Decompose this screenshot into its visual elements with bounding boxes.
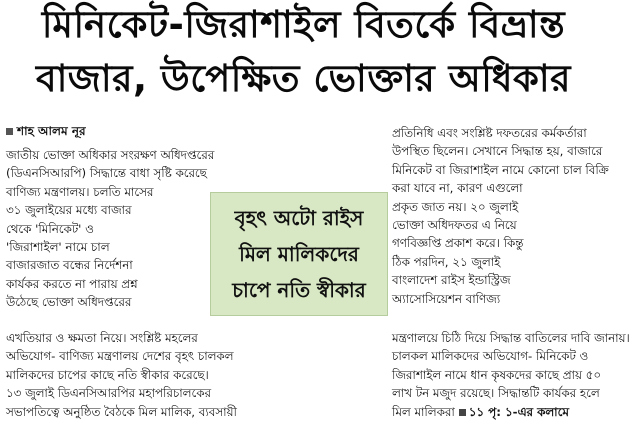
- bottom-text-block: [6, 329, 630, 421]
- body-line: উপস্থিত ছিলেন। সেখানে সিদ্ধান্ত হয়, বাজারে: [392, 144, 603, 159]
- byline: [6, 123, 86, 143]
- body-line: গণবিজ্ঞপ্তি প্রকাশ করে। কিন্তু: [392, 236, 524, 251]
- jump-square-icon: [459, 409, 466, 416]
- body-line: সভাপতিত্বে অনুষ্ঠিত বৈঠকে মিল মালিক, ব্যবসায়ী: [6, 404, 237, 419]
- body-line: জিরাশাইল নামে ধান কৃষকদের কাছে প্রায় ৫০: [392, 367, 601, 382]
- body-line: প্রতিনিধি এবং সংশ্লিষ্ট দফতরের কর্মকর্তারা: [392, 126, 587, 140]
- bottom-row: [6, 347, 602, 365]
- body-line: ৩১ জুলাইয়ের মধ্যে বাজার: [6, 203, 132, 218]
- body-line: মন্ত্রণালয়ে চিঠি দিয়ে সিদ্ধান্ত বাতিলের দাবি জানায়।: [392, 331, 630, 345]
- body-line: 'জিরাশাইল' নামে চাল: [6, 240, 110, 255]
- bottom-row: [6, 403, 602, 421]
- body-line: জাতীয় ভোক্তা অধিকার সংরক্ষণ অধিদপ্তরের: [6, 148, 215, 162]
- pull-quote-line: মিল মালিকদের: [239, 242, 359, 266]
- body-line: ১৩ জুলাই ডিএনসিআরপির মহাপরিচালকের: [6, 386, 211, 401]
- body-line: বাজারজাত বন্ধের নির্দেশনা: [6, 258, 133, 273]
- pull-quote-line: চাপে নতি স্বীকার: [232, 278, 366, 302]
- body-line: করা যাবে না, কারণ এগুলো: [392, 181, 523, 196]
- body-line: প্রকৃত জাত নয়। ২০ জুলাই: [392, 199, 519, 214]
- body-line: বাণিজ্য মন্ত্রণালয়। চলতি মাসের: [6, 184, 154, 199]
- author-name: শাহ আলম নূর: [17, 124, 86, 138]
- body-line: উঠেছে ভোক্তা অধিদপ্তরের: [6, 295, 132, 310]
- body-line: মালিকদের চাপের কাছে নতি স্বীকার করেছে।: [6, 367, 209, 382]
- body-line: মিনিকেট বা জিরাশাইল নামে কোনো চাল বিক্রি: [392, 162, 609, 177]
- pull-quote-box: [210, 192, 388, 316]
- body-line: ঠিক পরদিন, ২১ জুলাই: [392, 254, 501, 269]
- body-line: মিল মালিকরা: [392, 404, 455, 419]
- bottom-row: [6, 329, 630, 347]
- body-line: বাংলাদেশ রাইস ইন্ডাস্ট্রিজ: [392, 273, 511, 288]
- body-line: কার্যকর করতে না পারায় প্রশ্ন: [6, 276, 138, 291]
- headline-line-1: মিনিকেট-জিরাশাইল বিতর্কে বিভ্রান্ত: [41, 3, 566, 46]
- body-line: ভোক্তা অধিদফতর এ নিয়ে: [392, 218, 517, 233]
- continuation-jump: ১১ পৃ: ১-এর কলামে: [468, 404, 569, 419]
- headline-line-2: বাজার, উপেক্ষিত ভোক্তার অধিকার: [35, 57, 571, 100]
- body-line: থেকে 'মিনিকেট' ও: [6, 221, 94, 236]
- left-column: [6, 146, 215, 312]
- body-line: চালকল মালিকদের অভিযোগ- মিনিকেট ও: [392, 349, 589, 364]
- right-column: [392, 124, 609, 308]
- bottom-row: [6, 366, 602, 384]
- body-line: লাখ টন মজুদ রয়েছে। সিদ্ধান্তটি কার্যকর হলে: [392, 386, 600, 401]
- body-line: অ্যাসোসিয়েশন বাণিজ্য: [392, 291, 501, 306]
- bullet-square-icon: [6, 128, 13, 135]
- body-line: এখতিয়ার ও ক্ষমতা নিয়ে। সংশ্লিষ্ট মহলের: [6, 331, 198, 345]
- body-line: অভিযোগ- বাণিজ্য মন্ত্রণালয় দেশের বৃহৎ চালকল: [6, 349, 234, 364]
- bottom-row: [6, 384, 602, 402]
- body-line: (ডিএনসিআরপি) সিদ্ধান্তে বাধা সৃষ্টি করেছে: [6, 166, 207, 181]
- pull-quote-line: বৃহৎ অটো রাইস: [234, 206, 364, 230]
